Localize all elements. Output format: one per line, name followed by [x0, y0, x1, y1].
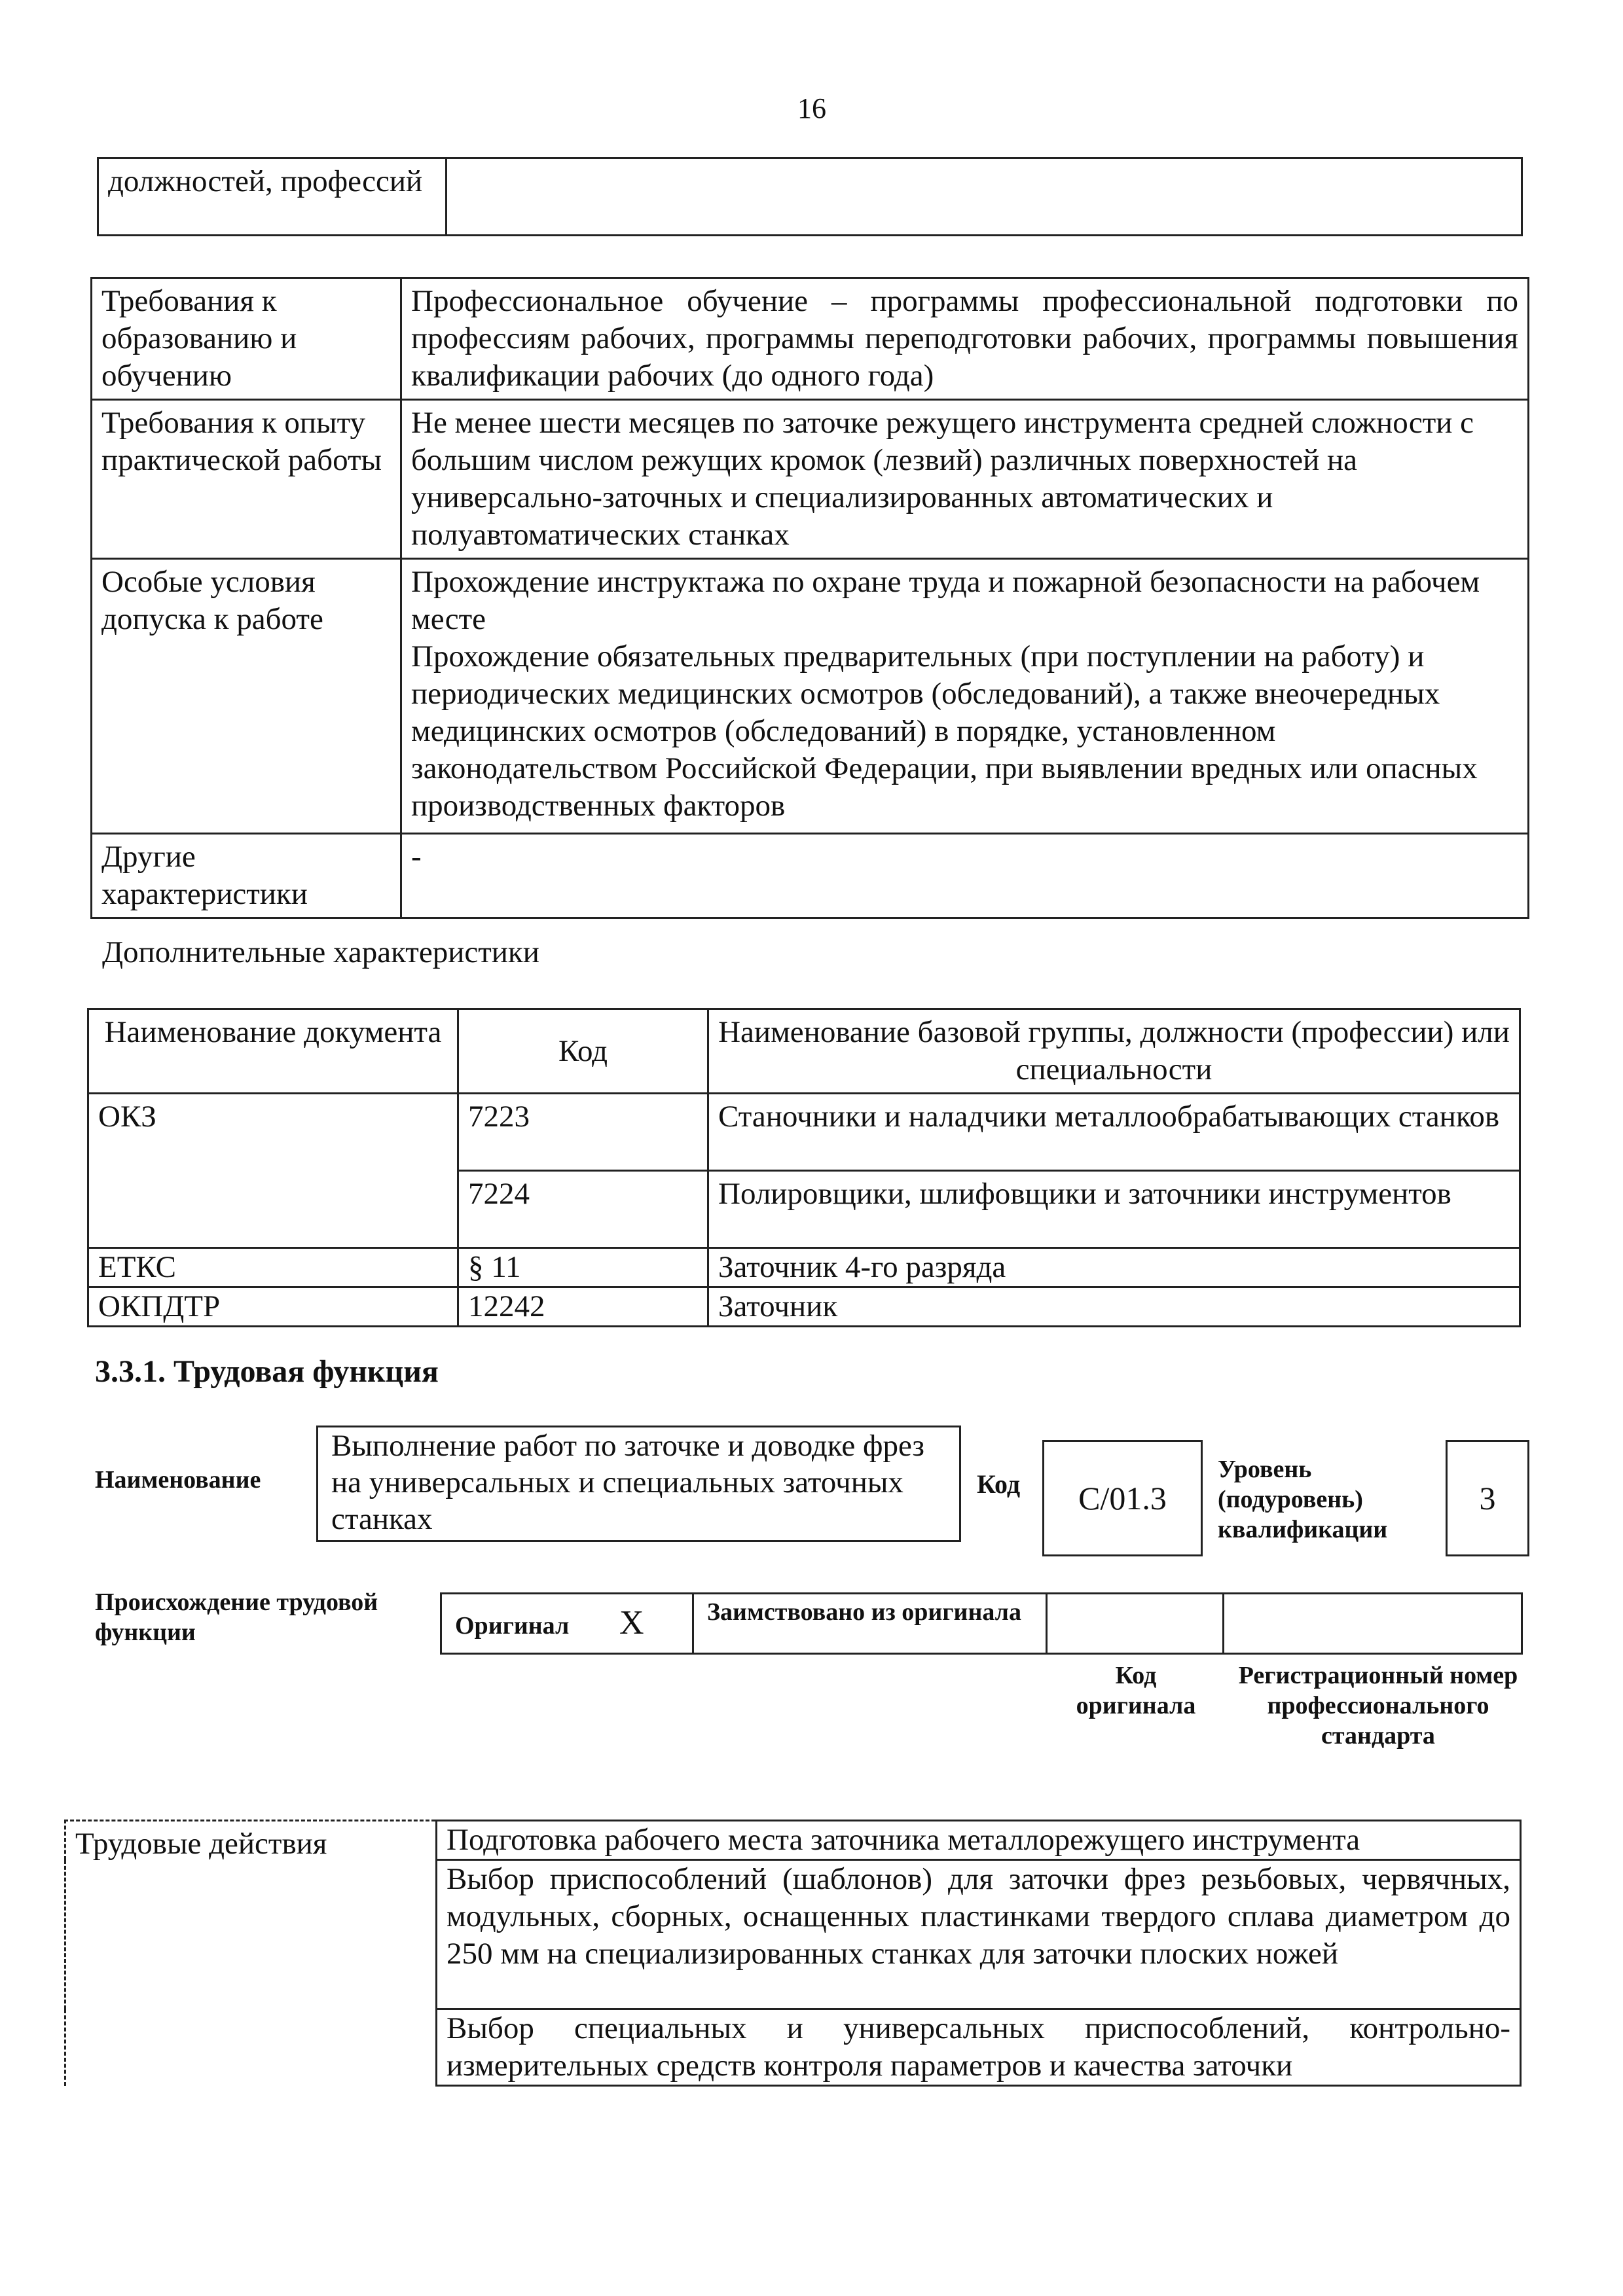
additional-row-doc: ОКПДТР [88, 1287, 458, 1327]
actions-table [64, 1820, 1522, 2087]
function-heading: 3.3.1. Трудовая функция [95, 1354, 439, 1389]
additional-row-name: Заточник [708, 1287, 1520, 1327]
origin-reg-cell [1224, 1594, 1522, 1654]
orig-code-caption: Код оригинала [1076, 1662, 1196, 1719]
additional-row-name: Станочники и наладчики металлообрабатывающих станков [708, 1094, 1520, 1171]
top-value [447, 158, 1522, 236]
reg-number-caption: Регистрационный номер профессионального стандарта [1238, 1662, 1518, 1749]
function-name-value: Выполнение работ по заточке и доводке фрез на универсальных и специальных заточных станках [331, 1429, 924, 1536]
additional-table [87, 1008, 1521, 1327]
req-special-line-2: Прохождение обязательных предварительных (при поступлении на работу) и периодических медицинских осмотров (обследований), а также внеочередных медицинских осмотров (обследований) в порядке, установленном законодательством Российской Федерации, при выявлении вредных или опасных производственных факторов [411, 639, 1478, 823]
req-special-value [401, 559, 1529, 834]
top-fragment-table [97, 157, 1523, 236]
function-level-box [1446, 1440, 1529, 1556]
function-code-value: С/01.3 [1078, 1480, 1167, 1516]
req-special-line-1: Прохождение инструктажа по охране труда и пожарной безопасности на рабочем месте [411, 565, 1480, 636]
additional-header-doc: Наименование документа [88, 1009, 458, 1094]
function-level-label: Уровень (подуровень) квалификации [1218, 1456, 1388, 1543]
additional-row-doc: ЕТКС [88, 1248, 458, 1287]
additional-row-code: 12242 [458, 1287, 708, 1327]
origin-original-label: Оригинал [455, 1612, 570, 1640]
origin-borrowed-label: Заимствовано из оригинала [693, 1594, 1047, 1654]
action-item: Выбор специальных и универсальных приспособлений, контрольно-измерительных средств контроля параметров и качества заточки [437, 2009, 1521, 2086]
additional-title: Дополнительные характеристики [102, 935, 539, 969]
additional-header-code: Код [458, 1009, 708, 1094]
req-special-label: Особые условия допуска к работе [92, 559, 401, 834]
additional-row-code: 7224 [458, 1171, 708, 1248]
req-experience-label: Требования к опыту практической работы [92, 400, 401, 559]
req-education-label: Требования к образованию и обучению [92, 278, 401, 400]
req-other-value: - [401, 834, 1529, 918]
req-other-label: Другие характеристики [92, 834, 401, 918]
function-name-label: Наименование [95, 1466, 261, 1494]
requirements-table [90, 277, 1529, 919]
additional-row-code: § 11 [458, 1248, 708, 1287]
origin-table [440, 1592, 1523, 1655]
function-level-value: 3 [1479, 1480, 1496, 1516]
actions-label: Трудовые действия [65, 1821, 437, 2086]
req-education-value: Профессиональное обучение – программы профессиональной подготовки по профессиям рабочих, программы переподготовки рабочих, программы повышения квалификации рабочих (до одного года) [401, 278, 1529, 400]
origin-label: Происхождение трудовой функции [95, 1588, 378, 1646]
req-experience-value: Не менее шести месяцев по заточке режущего инструмента средней сложности с большим числом режущих кромок (лезвий) различных поверхностей на универсально-заточных и специализированных автоматических и полуавтоматических станках [401, 400, 1529, 559]
origin-original-cell [441, 1594, 693, 1654]
top-label: должностей, профессий [98, 158, 447, 236]
action-item: Подготовка рабочего места заточника металлорежущего инструмента [437, 1821, 1521, 1860]
page-number: 16 [797, 92, 826, 124]
additional-row-doc: ОКЗ [88, 1094, 458, 1248]
function-name-box [316, 1426, 961, 1542]
function-code-box [1042, 1440, 1203, 1556]
additional-row-code: 7223 [458, 1094, 708, 1171]
additional-row-name: Полировщики, шлифовщики и заточники инструментов [708, 1171, 1520, 1248]
origin-code-cell [1047, 1594, 1224, 1654]
additional-header-name: Наименование базовой группы, должности (профессии) или специальности [708, 1009, 1520, 1094]
action-item: Выбор приспособлений (шаблонов) для заточки фрез резьбовых, червячных, модульных, сборных, оснащенных пластинками твердого сплава диаметром до 250 мм на специализированных станках для заточки плоских ножей [437, 1860, 1521, 2009]
origin-original-mark: X [619, 1604, 644, 1641]
function-code-label: Код [977, 1469, 1021, 1499]
additional-row-name: Заточник 4-го разряда [708, 1248, 1520, 1287]
